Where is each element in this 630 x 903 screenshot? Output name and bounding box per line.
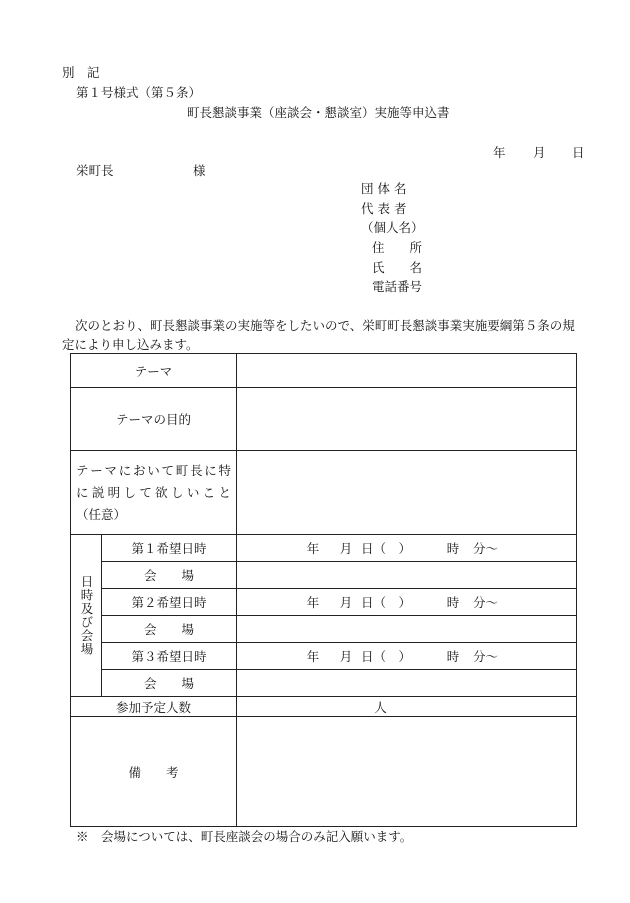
remarks-row: [71, 717, 577, 827]
choice-3-venue-row: [71, 670, 577, 697]
choice-1-venue-row: [71, 562, 577, 589]
choice-1-year: 年: [306, 541, 320, 556]
choice-3-date-row: [71, 643, 577, 670]
datetime-venue-label: 日時及び会場: [79, 575, 94, 656]
appendix-label: 別 記: [62, 65, 100, 80]
choice-2-venue-label: 会 場: [102, 616, 237, 643]
datetime-venue-cell: [71, 535, 102, 697]
personal-name-label: （個人名）: [361, 220, 424, 235]
explain-label: [71, 451, 237, 535]
choice-3-date-label: 第３希望日時: [102, 643, 237, 670]
choice-1-date-label: 第１希望日時: [102, 535, 237, 562]
date-day-label: 日: [572, 145, 585, 160]
explain-line-1: テーマにおいて町長に特: [76, 462, 232, 478]
choice-2-year: 年: [306, 595, 320, 610]
choice-1-date-row: [71, 535, 577, 562]
representative-label: 代 表 者: [361, 201, 407, 216]
purpose-label: テーマの目的: [71, 388, 237, 451]
purpose-input[interactable]: [237, 388, 577, 451]
participants-input[interactable]: [237, 697, 577, 717]
application-table: [70, 353, 577, 827]
choice-1-day: 日（ ）: [361, 541, 412, 556]
footnote: ※ 会場については、町長座談会の場合のみ記入願います。: [76, 829, 413, 844]
choice-2-day: 日（ ）: [361, 595, 412, 610]
purpose-row: [71, 388, 577, 451]
choice-2-hour: 時: [446, 595, 460, 610]
choice-1-minute: 分～: [473, 541, 499, 556]
date-year-label: 年: [493, 145, 506, 160]
theme-label: テーマ: [71, 354, 237, 388]
explain-line-3: （任意）: [76, 506, 127, 522]
remarks-input[interactable]: [237, 717, 577, 827]
date-month-label: 月: [533, 145, 546, 160]
theme-row: [71, 354, 577, 388]
choice-3-year: 年: [306, 649, 320, 664]
choice-1-venue-input[interactable]: [237, 562, 577, 589]
choice-1-date-input[interactable]: [237, 535, 577, 562]
choice-3-date-input[interactable]: [237, 643, 577, 670]
choice-2-date-input[interactable]: [237, 589, 577, 616]
choice-2-month: 月: [339, 595, 353, 610]
choice-3-month: 月: [339, 649, 353, 664]
participants-unit: 人: [374, 699, 387, 715]
form-number: 第１号様式（第５条）: [76, 85, 202, 100]
choice-3-venue-input[interactable]: [237, 670, 577, 697]
explain-input[interactable]: [237, 451, 577, 535]
choice-2-venue-input[interactable]: [237, 616, 577, 643]
choice-1-venue-label: 会 場: [102, 562, 237, 589]
name-label: 氏 名: [372, 260, 423, 275]
choice-1-month: 月: [339, 541, 353, 556]
honorific: 様: [193, 163, 206, 178]
participants-label: 参加予定人数: [71, 697, 237, 717]
choice-3-hour: 時: [446, 649, 460, 664]
page-title: 町長懇談事業（座談会・懇談室）実施等申込書: [187, 105, 450, 120]
group-name-label: 団 体 名: [361, 181, 407, 196]
explain-line-2: に説明して欲しいこと: [76, 484, 232, 500]
body-text: [62, 316, 582, 354]
remarks-label: 備 考: [71, 717, 237, 827]
phone-label: 電話番号: [372, 279, 423, 294]
choice-2-venue-row: [71, 616, 577, 643]
theme-input[interactable]: [237, 354, 577, 388]
addressee: 栄町長: [76, 163, 114, 178]
application-statement: 次のとおり、町長懇談事業の実施等をしたいので、栄町町長懇談事業実施要綱第５条の規定により申し込みます。: [62, 318, 575, 352]
choice-2-minute: 分～: [473, 595, 499, 610]
choice-2-date-row: [71, 589, 577, 616]
address-label: 住 所: [372, 240, 423, 255]
choice-1-hour: 時: [446, 541, 460, 556]
choice-3-venue-label: 会 場: [102, 670, 237, 697]
choice-2-date-label: 第２希望日時: [102, 589, 237, 616]
choice-3-day: 日（ ）: [361, 649, 412, 664]
explain-row: [71, 451, 577, 535]
choice-3-minute: 分～: [473, 649, 499, 664]
participants-row: [71, 697, 577, 717]
